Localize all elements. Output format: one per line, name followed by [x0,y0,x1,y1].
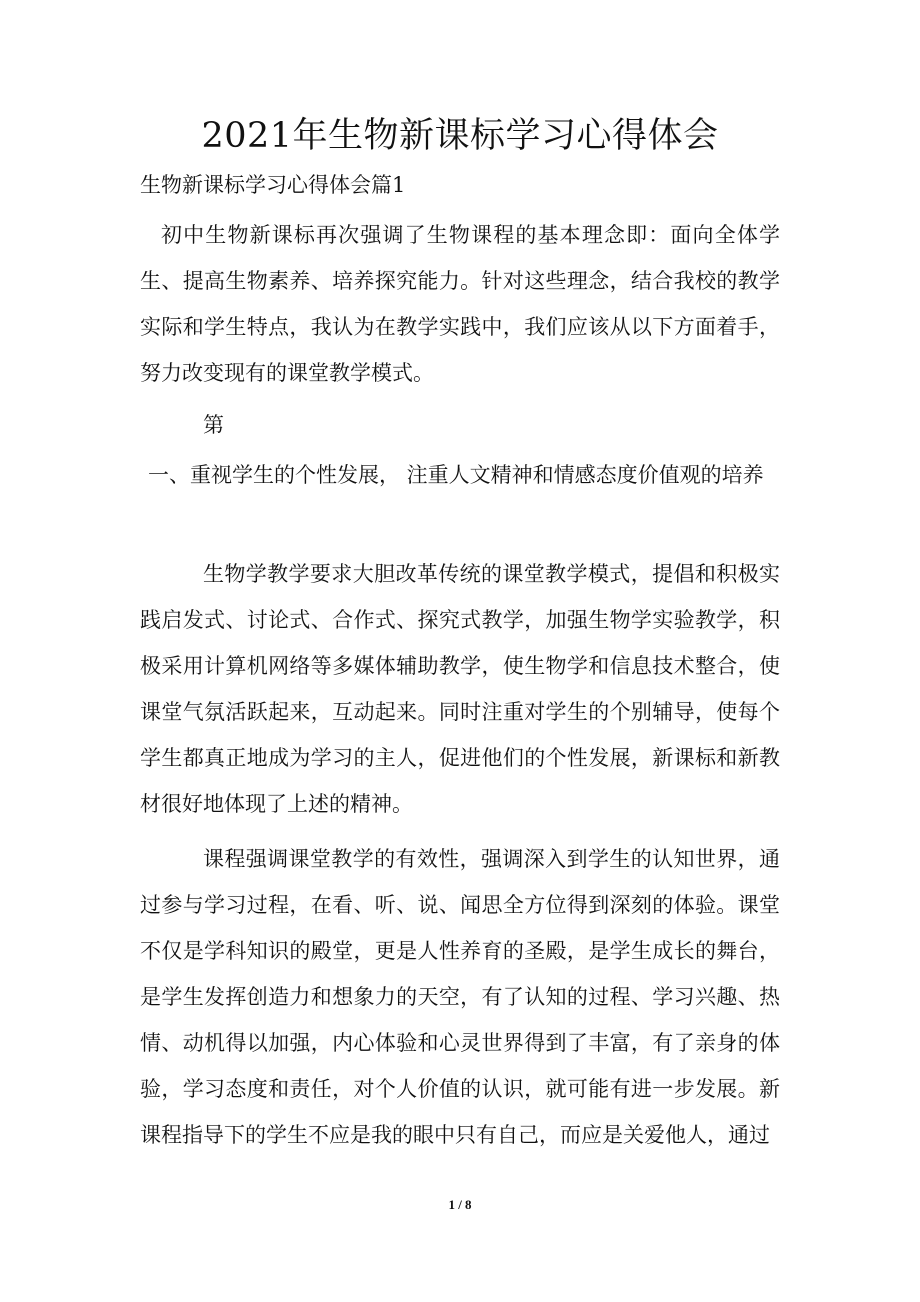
paragraph-intro: 初中生物新课标再次强调了生物课程的基本理念即：面向全体学生、提高生物素养、培养探究能力。针对这些理念，结合我校的教学实际和学生特点，我认为在教学实践中，我们应该从以下方面着手，努力改变现有的课堂教学模式。 [140,223,780,385]
document-title: 2021年生物新课标学习心得体会 [201,116,719,156]
page-number: 1 / 8 [448,1197,472,1212]
paragraph-classroom-effectiveness: 课程强调课堂教学的有效性，强调深入到学生的认知世界，通过参与学习过程，在看、听、说、闻思全方位得到深刻的体验。课堂不仅是学科知识的殿堂，更是人性养育的圣殿，是学生成长的舞台，是学生发挥创造力和想象力的天空，有了认知的过程、学习兴趣、热情、动机得以加强，内心体验和心灵世界得到了丰富，有了亲身的体验，学习态度和责任，对个人价值的认识，就可能有进一步发展。新课程指导下的学生不应是我的眼中只有自己，而应是关爱他人，通过 [140,847,780,1147]
paragraph-di: 第 [203,413,224,437]
document-subtitle: 生物新课标学习心得体会篇1 [140,173,406,197]
paragraph-teaching-mode: 生物学教学要求大胆改革传统的课堂教学模式，提倡和积极实践启发式、讨论式、合作式、探究式教学，加强生物学实验教学，积极采用计算机网络等多媒体辅助教学，使生物学和信息技术整合，使课堂气氛活跃起来，互动起来。同时注重对学生的个别辅导，使每个学生都真正地成为学习的主人，促进他们的个性发展，新课标和新教材很好地体现了上述的精神。 [140,562,780,816]
section-heading: 一、重视学生的个性发展， 注重人文精神和情感态度价值观的培养 [148,463,764,487]
